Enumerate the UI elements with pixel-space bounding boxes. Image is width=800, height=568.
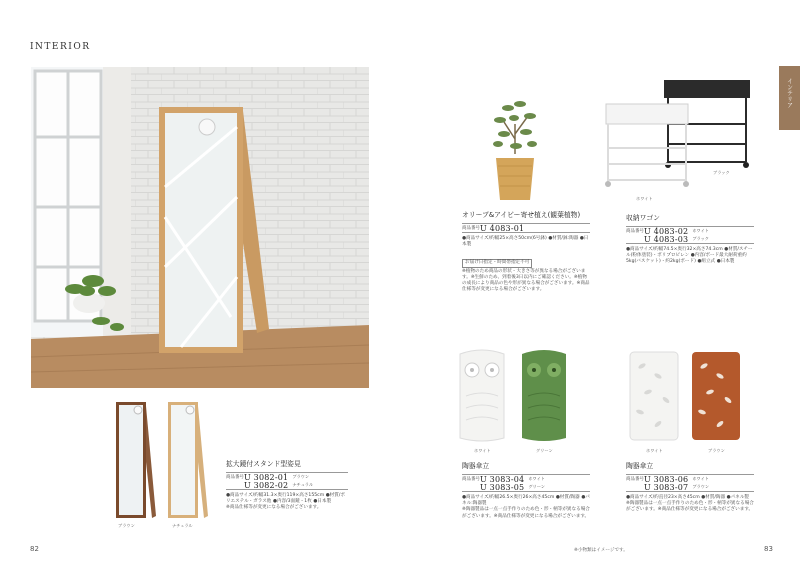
mirror-name: 拡大鏡付スタンド型姿見 — [226, 460, 301, 468]
wagon-code-2: U 4083-03 — [644, 234, 689, 244]
leaf-color-2: ブラウン — [692, 484, 710, 489]
olive-code-box — [462, 223, 590, 233]
mirror-caption-natural: ナチュラル — [172, 523, 193, 528]
side-tab-label: インテリア — [785, 78, 793, 108]
wagon-color-2: ブラック — [692, 236, 709, 241]
leaf-code-1: U 3083-06 — [644, 474, 689, 484]
leaf-code-2: U 3083-07 — [644, 482, 689, 492]
olive-desc: ●商品サイズ/約幅25×高さ50cm(6号鉢) ●材質/鉢:陶器 ●日本製 — [462, 236, 589, 248]
owl-info — [462, 462, 590, 520]
leaf-desc: ●商品サイズ/約直径23×高さ45cm ●材質/陶器 ●パネル製 — [626, 495, 749, 500]
mirror-caption-brown: ブラウン — [118, 523, 135, 528]
wagon-photo — [600, 74, 760, 194]
footer-note: ※小物類はイメージです。 — [574, 548, 628, 553]
mirror-color-2: ナチュラル — [292, 482, 314, 487]
wagon-caption-white: ホワイト — [636, 196, 653, 201]
wagon-code-box — [626, 226, 754, 244]
owl-notes: ※陶器製品は一点一点手作りのため色・形・柄等が異なる場合がございます。※商品仕様等が変更になる場合がございます。 — [462, 507, 590, 519]
owl-stands-photo — [452, 346, 582, 446]
wagon-desc: ●商品サイズ/約幅74.5×奥行32×高さ74.3cm ●材質/スチール(粉体塗装)・ポリプロピレン ●内容/ボード最大耐荷重約5kg(バスケット)・約2kg(ボード) ●組立式 ●日本製 — [626, 247, 753, 265]
leaf-color-1: ホワイト — [692, 476, 709, 481]
mirror-natural-photo — [166, 400, 208, 520]
side-index-tab[interactable] — [779, 66, 800, 130]
page-number-right: 83 — [764, 545, 773, 553]
mirror-note: ※商品仕様等が変更になる場合がございます。 — [226, 505, 322, 511]
owl-color-2: グリーン — [528, 484, 545, 489]
owl-code-2: U 3083-05 — [480, 482, 525, 492]
mirror-code-label: 商品番号 — [226, 475, 244, 480]
olive-info — [462, 211, 590, 293]
mirror-color-1: ブラウン — [292, 474, 310, 479]
wagon-color-1: ホワイト — [692, 228, 709, 233]
olive-photo — [486, 94, 544, 206]
wagon-code-label: 商品番号 — [626, 229, 644, 234]
mirror-info — [226, 460, 348, 512]
leaf-code-box — [626, 474, 754, 492]
owl-desc: ●商品サイズ/約幅26.5×奥行26×高さ45cm ●材質/陶器 ●パネル:陶器製 — [462, 495, 590, 507]
olive-code: U 4083-01 — [480, 223, 525, 233]
wagon-caption-black: ブラック — [713, 170, 730, 175]
owl-name: 陶器傘立 — [462, 462, 490, 470]
owl-code-label: 商品番号 — [462, 477, 480, 482]
owl-color-1: ホワイト — [528, 476, 545, 481]
mirror-code-box — [226, 472, 348, 490]
room-photo — [31, 67, 369, 388]
owl-code-box — [462, 474, 590, 492]
owl-caption-white: ホワイト — [474, 448, 491, 453]
leaf-stands-photo — [624, 346, 748, 446]
leaf-caption-brown: ブラウン — [708, 448, 725, 453]
mirror-brown-photo — [114, 400, 156, 520]
leaf-caption-white: ホワイト — [646, 448, 663, 453]
page-number-left: 82 — [30, 545, 39, 553]
olive-name: オリーブ&アイビー寄せ植え(観葉植物) — [462, 211, 581, 219]
mirror-code-1: U 3082-01 — [244, 472, 289, 482]
mirror-code-2: U 3082-02 — [244, 480, 289, 490]
section-title: INTERIOR — [30, 42, 91, 52]
olive-notes: ※植物のため商品の形状・大きさ等が異なる場合がございます。※生鮮のため、到着後3日以内にご確認ください。※植物の成長により商品の色や形が異なる場合がございます。※商品仕様等が変更になる場合がございます。 — [462, 268, 590, 293]
wagon-name: 収納ワゴン — [626, 214, 660, 222]
leaf-info — [626, 462, 754, 514]
olive-code-label: 商品番号 — [462, 226, 480, 231]
wagon-code-1: U 4083-02 — [644, 226, 689, 236]
owl-code-1: U 3083-04 — [480, 474, 525, 484]
olive-boxed-note: お届け日指定・時間帯指定不可 — [462, 259, 532, 267]
leaf-name: 陶器傘立 — [626, 462, 654, 470]
leaf-notes: ※陶器製品は一点一点手作りのため色・形・柄等が異なる場合がございます。※商品仕様等が変更になる場合がございます。 — [626, 501, 754, 513]
leaf-code-label: 商品番号 — [626, 477, 644, 482]
mirror-desc: ●商品サイズ/約幅31.3×奥行119×高さ155cm ●材質/ポリエステル・ガラス他 ●内容/3面鏡・1枚 ●日本製 — [226, 493, 345, 505]
wagon-info — [626, 214, 754, 266]
owl-caption-green: グリーン — [536, 448, 553, 453]
